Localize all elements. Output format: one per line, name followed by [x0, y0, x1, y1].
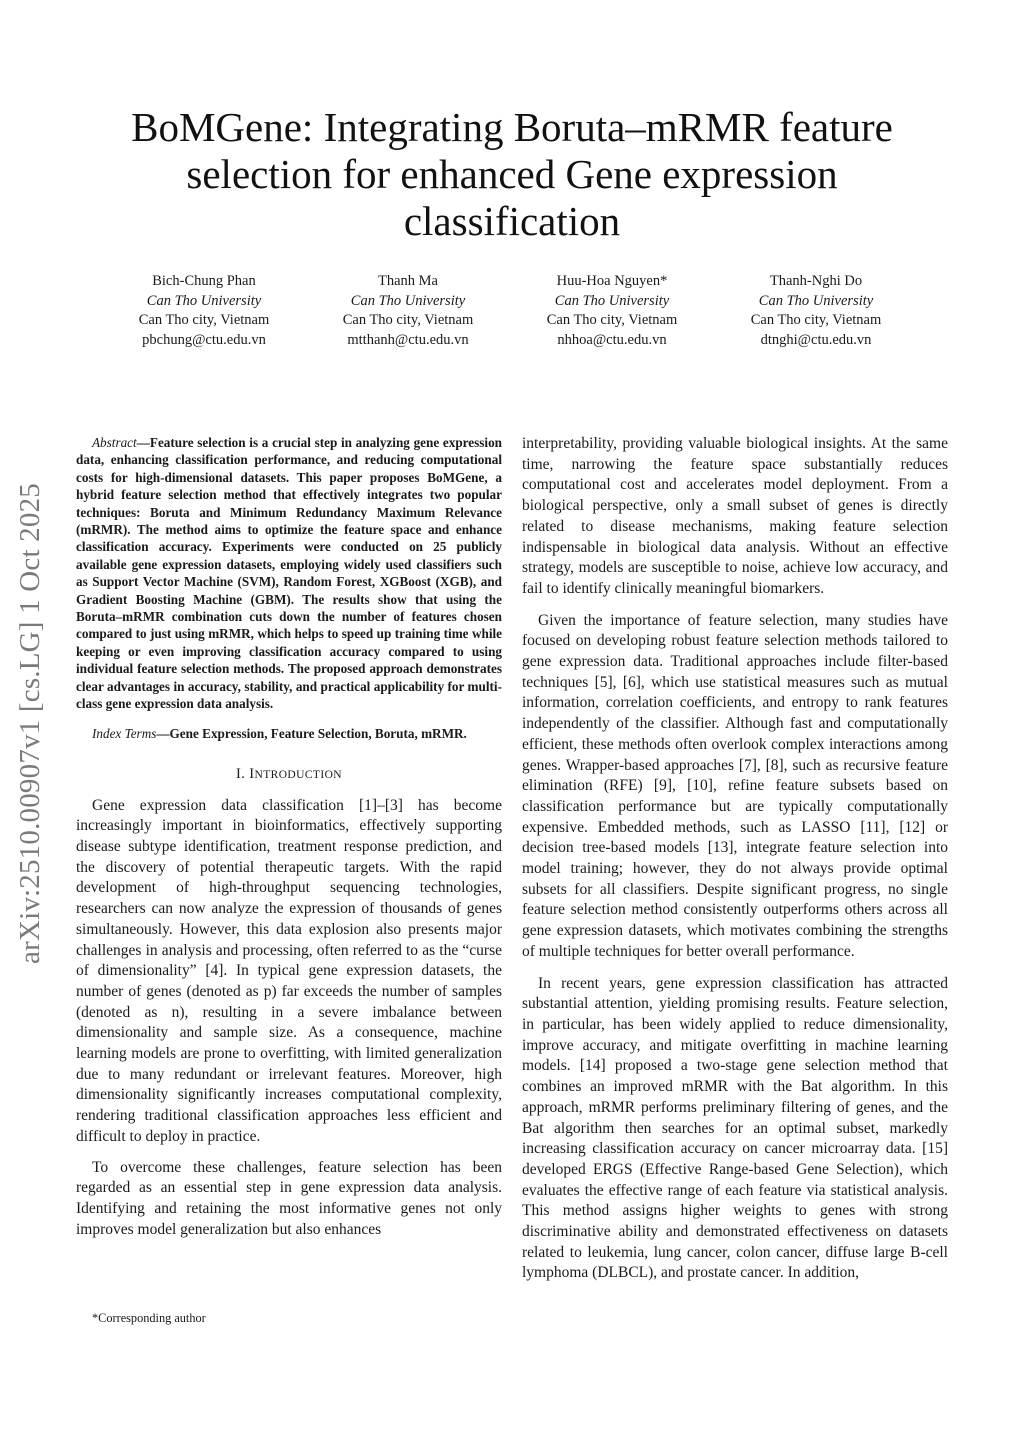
intro-paragraph-3: interpretability, providing valuable biological insights. At the same time, narrowing the feature space substantially reduces computational cost and accelerates model deployment. From a biological perspective, only a small subset of genes is directly related to disease mechanisms, making feature selection indispensable in biological data analysis. Without an effective strategy, models are susceptible to noise, achieve low accuracy, and fail to identify clinically meaningful biomarkers.	[522, 435, 948, 597]
author-name: Thanh Ma	[378, 273, 438, 289]
author-name: Bich-Chung Phan	[152, 273, 256, 289]
author-1	[102, 272, 306, 351]
author-location: Can Tho city, Vietnam	[546, 312, 678, 329]
index-terms-text: —Gene Expression, Feature Selection, Boruta, mRMR.	[156, 725, 467, 741]
intro-paragraph-4: Given the importance of feature selection, many studies have focused on developing robust feature selection methods tailored to gene expression data. Traditional approaches include filter-based techniques [5], [6], which use statistical measures such as mutual information, correlation coefficients, and entropy to rank features independently of the classifier. Although fast and computationally efficient, these methods often overlook complex interactions among genes. Wrapper-based approaches [7], [8], such as recursive feature elimination (RFE) [9], [10], refine feature subsets based on classification performance but are typically computationally expensive. Embedded methods, such as LASSO [11], [12] or decision tree-based models [13], integrate feature selection into model training; however, they do not always provide optimal subsets for all classifiers. Despite significant progress, no single feature selection method consistently outperforms others across all gene expression datasets, which motivates combining the strengths of multiple techniques for better overall performance.	[522, 611, 948, 960]
author-email[interactable]: pbchung@ctu.edu.vn	[142, 332, 266, 349]
footnote: *Corresponding author	[92, 1311, 206, 1325]
author-name: Thanh-Nghi Do	[769, 273, 863, 289]
section-number: I.	[236, 765, 246, 782]
paper-title: BoMGene: Integrating Boruta–mRMR feature selection for enhanced Gene expression classification	[131, 104, 893, 244]
index-terms	[76, 725, 502, 742]
author-affiliation: Can Tho University	[350, 292, 466, 309]
author-email[interactable]: mtthanh@ctu.edu.vn	[347, 332, 469, 349]
author-block	[102, 272, 918, 351]
abstract-text: —Feature selection is a crucial step in analyzing gene expression data, enhancing classification performance, and reducing computational costs for high-dimensional datasets. This paper proposes BoMGene, a hybrid feature selection method that effectively integrates two popular techniques: Boruta and Minimum Redundancy Maximum Relevance (mRMR). The method aims to optimize the feature space and enhance classification accuracy. Experiments were conducted on 25 publicly available gene expression datasets, employing widely used classifiers such as Support Vector Machine (SVM), Random Forest, XGBoost (XGB), and Gradient Boosting Machine (GBM). The results show that using the Boruta–mRMR combination cuts down the number of features chosen compared to just using mRMR, which helps to speed up training time while keeping or even improving classification accuracy compared to using individual feature selection methods. The proposed approach demonstrates clear advantages in accuracy, stability, and practical applicability for multi-class gene expression data analysis.	[76, 435, 502, 712]
section-initial: I	[249, 765, 255, 782]
author-email[interactable]: dtnghi@ctu.edu.vn	[760, 332, 872, 349]
author-3	[510, 272, 714, 351]
intro-paragraph-5: In recent years, gene expression classification has attracted substantial attention, yielding promising results. Feature selection, in particular, has been widely applied to reduce dimensionality, improve accuracy, and mitigate overfitting in machine learning models. [14] proposed a two-stage gene selection method that combines an improved mRMR with the Bat algorithm. In this approach, mRMR performs preliminary filtering of genes, and the Bat algorithm then searches for an optimal subset, markedly increasing classification accuracy on cancer microarray data. [15] developed ERGS (Effective Range-based Gene Selection), which evaluates the effective range of each feature via statistical analysis. This method assigns higher weights to genes with strong discriminative ability and demonstrated effectiveness on datasets related to leukemia, lung cancer, colon cancer, diffuse large B-cell lymphoma (DLBCL), and prostate cancer. In addition,	[522, 974, 948, 1282]
left-column	[76, 434, 502, 1240]
arxiv-watermark	[6, 432, 54, 1014]
author-location: Can Tho city, Vietnam	[138, 312, 270, 329]
section-heading-introduction	[76, 764, 502, 786]
author-location: Can Tho city, Vietnam	[342, 312, 474, 329]
abstract	[76, 434, 502, 713]
author-4	[714, 272, 918, 351]
author-2	[306, 272, 510, 351]
author-location: Can Tho city, Vietnam	[750, 312, 882, 329]
author-email[interactable]: nhhoa@ctu.edu.vn	[557, 332, 667, 349]
arxiv-id[interactable]: arXiv:2510.00907v1 [cs.LG] 1 Oct 2025	[13, 482, 46, 964]
intro-paragraph-2: To overcome these challenges, feature selection has been regarded as an essential step in gene expression data analysis. Identifying and retaining the most informative genes not only improves model generalization but also enhances	[76, 1158, 502, 1238]
intro-paragraph-1: Gene expression data classification [1]–[3] has become increasingly important in bioinformatics, effectively supporting disease subtype identification, treatment response prediction, and the discovery of potential therapeutic targets. With the rapid development of high-throughput sequencing technologies, researchers can now analyze the expression of thousands of genes simultaneously. However, this data explosion also presents major challenges in analysis and processing, often referred to as the “curse of dimensionality” [4]. In typical gene expression datasets, the number of genes (denoted as p) far exceeds the number of samples (denoted as n), resulting in a severe imbalance between dimensionality and sample size. As a consequence, machine learning models are prone to overfitting, with limited generalization due to many redundant or irrelevant features. Moreover, high dimensionality significantly increases computational complexity, rendering traditional classification approaches less efficient and difficult to deploy in practice.	[76, 796, 502, 1145]
author-name: Huu-Hoa Nguyen*	[556, 273, 668, 289]
author-affiliation: Can Tho University	[554, 292, 670, 309]
right-column	[522, 434, 948, 1284]
section-title-rest: NTRODUCTION	[254, 768, 342, 781]
author-affiliation: Can Tho University	[758, 292, 874, 309]
author-affiliation: Can Tho University	[146, 292, 262, 309]
index-terms-label: Index Terms	[92, 725, 157, 741]
abstract-label: Abstract	[92, 435, 137, 450]
